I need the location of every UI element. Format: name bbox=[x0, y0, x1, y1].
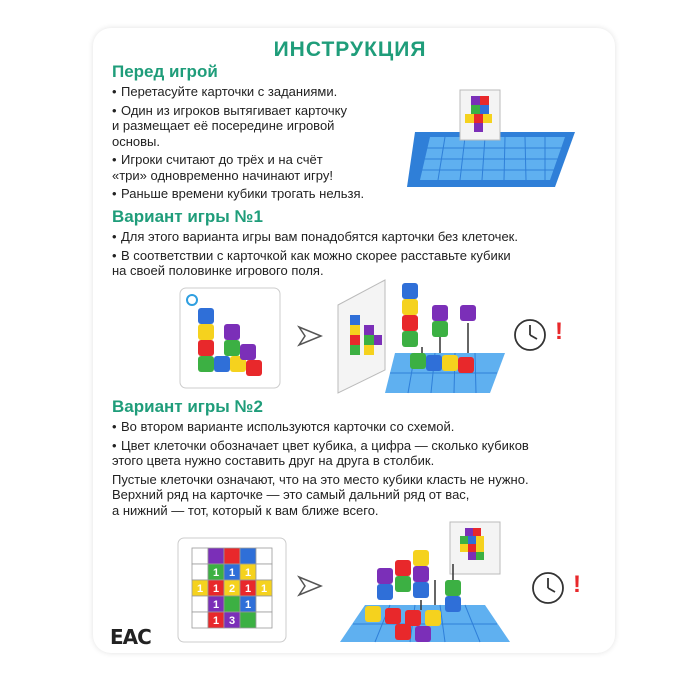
list-item: • Цвет клеточки обозначает цвет кубика, а цифра — сколько кубиков bbox=[112, 437, 529, 453]
page-title: ИНСТРУКЦИЯ bbox=[273, 38, 427, 61]
grid-cell-number: 1 bbox=[244, 583, 252, 595]
grid-cell bbox=[192, 564, 208, 580]
variant-2-board-illustration bbox=[335, 520, 525, 645]
paragraph-line: Верхний ряд на карточке — это самый дальний ряд от вас, bbox=[112, 487, 470, 502]
variant-2-text bbox=[112, 419, 592, 518]
arrow-icon bbox=[297, 573, 323, 599]
grid-cell bbox=[256, 548, 272, 564]
arrow-icon bbox=[297, 323, 323, 349]
variant-1-card-illustration bbox=[180, 288, 280, 388]
grid-cell-number: 1 bbox=[244, 599, 252, 611]
list-item-cont: «три» одновременно начинают игру! bbox=[112, 167, 333, 183]
clock-icon bbox=[513, 318, 547, 352]
list-item: • Раньше времени кубики трогать нельзя. bbox=[112, 186, 365, 201]
list-item-cont: основы. bbox=[112, 133, 161, 149]
clock-icon bbox=[531, 571, 565, 605]
grid-cell bbox=[224, 548, 240, 564]
grid-cell bbox=[256, 612, 272, 628]
grid-cell-number: 1 bbox=[260, 583, 268, 595]
exclamation-mark: ! bbox=[573, 571, 581, 598]
grid-cell-number: 3 bbox=[228, 615, 236, 627]
grid-cell bbox=[240, 548, 256, 564]
grid-cell bbox=[192, 548, 208, 564]
eac-mark: EAC bbox=[110, 625, 151, 649]
grid-cell-number: 1 bbox=[244, 567, 252, 579]
heading-variant-1: Вариант игры №1 bbox=[112, 207, 263, 226]
list-item: • Для этого варианта игры вам понадобятся карточки без клеточек. bbox=[112, 229, 518, 244]
paragraph-line: а нижний — тот, который к вам ближе всего. bbox=[112, 502, 379, 518]
grid-cell-number: 2 bbox=[228, 583, 236, 595]
variant-1-text bbox=[112, 229, 592, 279]
grid-cell-number: 1 bbox=[212, 599, 220, 611]
variant-2-grid-card bbox=[178, 538, 286, 642]
paragraph-line: Пустые клеточки означают, что на это место кубики класть не нужно. bbox=[112, 471, 529, 487]
grid-cell-number: 1 bbox=[212, 583, 220, 595]
list-item-cont: этого цвета нужно составить друг на друга в столбик. bbox=[112, 453, 435, 468]
grid-cell-number: 1 bbox=[228, 567, 236, 579]
before-game-text bbox=[112, 84, 402, 202]
game-board-illustration bbox=[405, 82, 585, 192]
heading-before-game: Перед игрой bbox=[112, 62, 218, 81]
grid-cell bbox=[208, 548, 224, 564]
list-item-cont: на своей половинке игрового поля. bbox=[112, 263, 324, 278]
grid-cell-number: 1 bbox=[212, 615, 220, 627]
list-item: • Перетасуйте карточки с заданиями. bbox=[112, 84, 338, 99]
exclamation-mark: ! bbox=[555, 318, 563, 345]
grid-cell bbox=[256, 596, 272, 612]
list-item: • Один из игроков вытягивает карточку bbox=[112, 102, 347, 118]
grid-cell bbox=[224, 596, 240, 612]
variant-1-board-illustration bbox=[330, 275, 510, 395]
grid-cell bbox=[256, 564, 272, 580]
grid-cell-number: 1 bbox=[196, 583, 204, 595]
grid-cell bbox=[240, 612, 256, 628]
list-item: • Во втором варианте используются карточки со схемой. bbox=[112, 419, 455, 434]
grid-cell bbox=[192, 612, 208, 628]
list-item-cont: и размещает её посередине игровой bbox=[112, 118, 335, 133]
grid-cell-number: 1 bbox=[212, 567, 220, 579]
grid-cell bbox=[192, 596, 208, 612]
list-item: • В соответствии с карточкой как можно скорее расставьте кубики bbox=[112, 247, 511, 263]
list-item: • Игроки считают до трёх и на счёт bbox=[112, 152, 323, 167]
heading-variant-2: Вариант игры №2 bbox=[112, 397, 263, 416]
